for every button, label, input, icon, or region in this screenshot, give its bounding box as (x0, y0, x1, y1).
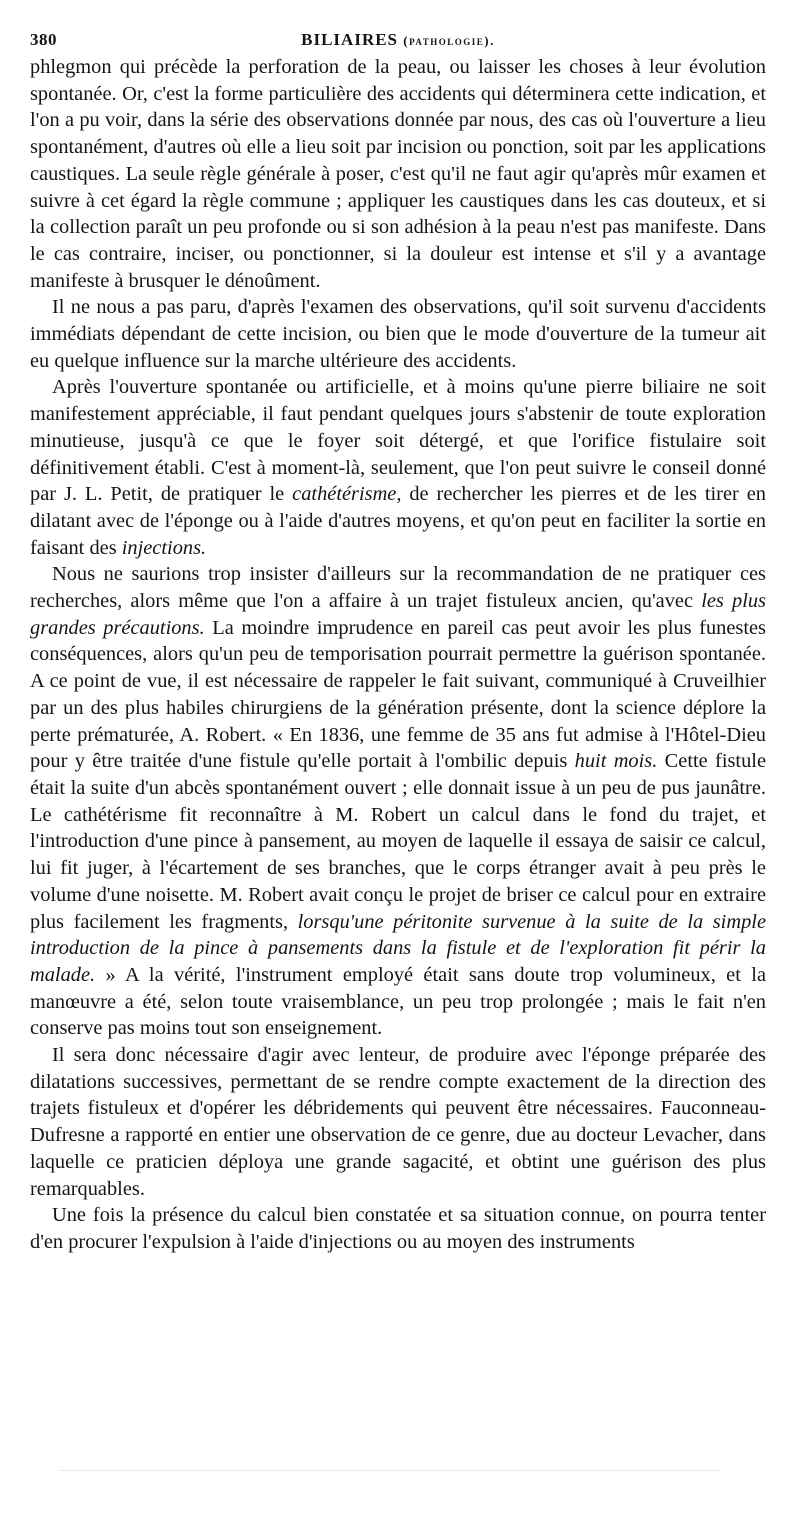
paragraph-text: Une fois la présence du calcul bien constatée et sa situation connue, on pourra tenter d'en procurer l'expulsion à l'aide d'injections ou au moyen des instruments (30, 1204, 766, 1253)
body-text (30, 54, 766, 1256)
paragraph (30, 561, 766, 1042)
page (30, 28, 766, 1256)
paragraph (30, 1042, 766, 1202)
emphasis-text: cathétérisme, (292, 483, 402, 506)
paragraph (30, 374, 766, 561)
running-head (30, 28, 766, 54)
paragraph-text: La moindre imprudence en pareil cas peut avoir les plus funestes conséquences, alors qu'un peu de temporisation pourrait permettre la guérison spontanée. A ce point de vue, il est nécessaire de rappeler le fait suivant, communiqué à Cruveilhier par un des plus habiles chirurgiens de la génération présente, dont la science déplore la perte prématurée, A. Robert. « En 1836, une femme de 35 ans fut admise à l'Hôtel-Dieu pour y être traitée d'une fistule qu'elle portait à l'ombilic depuis (30, 616, 766, 773)
paragraph-text: Cette fistule était la suite d'un abcès spontanément ouvert ; elle donnait issue à un peu de pus jaunâtre. Le cathétérisme fit reconnaître à M. Robert un calcul dans le fond du trajet, et l'introduction d'une pince à pansement, au moyen de laquelle il essaya de saisir ce calcul, lui fit juger, à l'écartement de ses branches, que le corps étranger avait à peu près le volume d'une noisette. M. Robert avait conçu le projet de briser ce calcul pour en extraire plus facilement les fragments, (30, 750, 767, 933)
paragraph-text: Après l'ouverture spontanée ou artificielle, et à moins qu'une pierre biliaire ne soit manifestement appréciable, il faut pendant quelques jours s'abstenir de toute exploration minutieuse, jusqu'à ce que le foyer soit détergé, et que l'orifice fistulaire soit définitivement établi. C'est à moment-là, seulement, que l'on peut suivre le conseil donné par J. L. Petit, de pratiquer le (30, 376, 766, 506)
paragraph-text: Nous ne saurions trop insister d'ailleurs sur la recommandation de ne pratiquer ces recherches, alors même que l'on a affaire à un trajet fistuleux ancien, qu'avec (30, 563, 766, 613)
paragraph-text: Il ne nous a pas paru, d'après l'examen des observations, qu'il soit survenu d'accidents immédiats dépendant de cette incision, ou bien que le mode d'ouverture de la tumeur ait eu quelque influence sur la marche ultérieure des accidents. (30, 296, 766, 372)
running-title-main: BILIAIRES (301, 30, 399, 49)
page-number: 380 (30, 30, 57, 49)
paragraph-text: Il sera donc nécessaire d'agir avec lenteur, de produire avec l'éponge préparée des dilatations successives, permettant de se rendre compte exactement de la direction des trajets fistuleux et d'opérer les débridements qui peuvent être nécessaires. Fauconneau-Dufresne a rapporté en entier une observation de ce genre, due au docteur Levacher, dans laquelle ce praticien déploya une grande sagacité, et obtint une guérison des plus remarquables. (30, 1044, 766, 1200)
footer-scan-marks (60, 1470, 720, 1479)
emphasis-text: injections. (121, 536, 207, 559)
running-title (30, 30, 766, 50)
paragraph (30, 54, 766, 294)
paragraph-text: » A la vérité, l'instrument employé était sans doute trop volumineux, et la manœuvre a été, selon toute vraisemblance, un peu trop prolongée ; mais le fait n'en conserve pas moins tout son enseignement. (30, 963, 766, 1040)
running-title-sub: (pathologie). (403, 33, 495, 48)
paragraph-text: phlegmon qui précède la perforation de la peau, ou laisser les choses à leur évolution spontanée. Or, c'est la forme particulière des accidents qui déterminera cette indication, et l'on a pu voir, dans la série des observations donnée par nous, des cas où l'ouverture a lieu spontanément, d'autres où elle a lieu soit par incision ou ponction, soit par les applications caustiques. La seule règle générale à poser, c'est qu'il ne faut agir qu'après mûr examen et suivre à cet égard la règle commune ; appliquer les caustiques dans les cas douteux, et si la collection paraît un peu profonde ou si son adhésion à la peau n'est pas manifeste. Dans le cas contraire, inciser, ou ponctionner, si la douleur est intense et s'il y a avantage manifeste à brusquer le dénoûment. (30, 56, 766, 292)
emphasis-text: huit mois. (574, 750, 658, 773)
paragraph-text: de rechercher les pierres et de les tirer en dilatant avec de l'éponge ou à l'aide d'autres moyens, et qu'on peut en faciliter la sortie en faisant des (30, 483, 766, 559)
emphasis-text: les plus grandes précautions. (30, 590, 766, 639)
emphasis-text: lorsqu'une péritonite survenue à la suite de la simple introduction de la pince à pansements dans la fistule et de l'exploration fit périr la malade. (30, 910, 766, 986)
paragraph (30, 1202, 766, 1255)
paragraph (30, 294, 766, 374)
